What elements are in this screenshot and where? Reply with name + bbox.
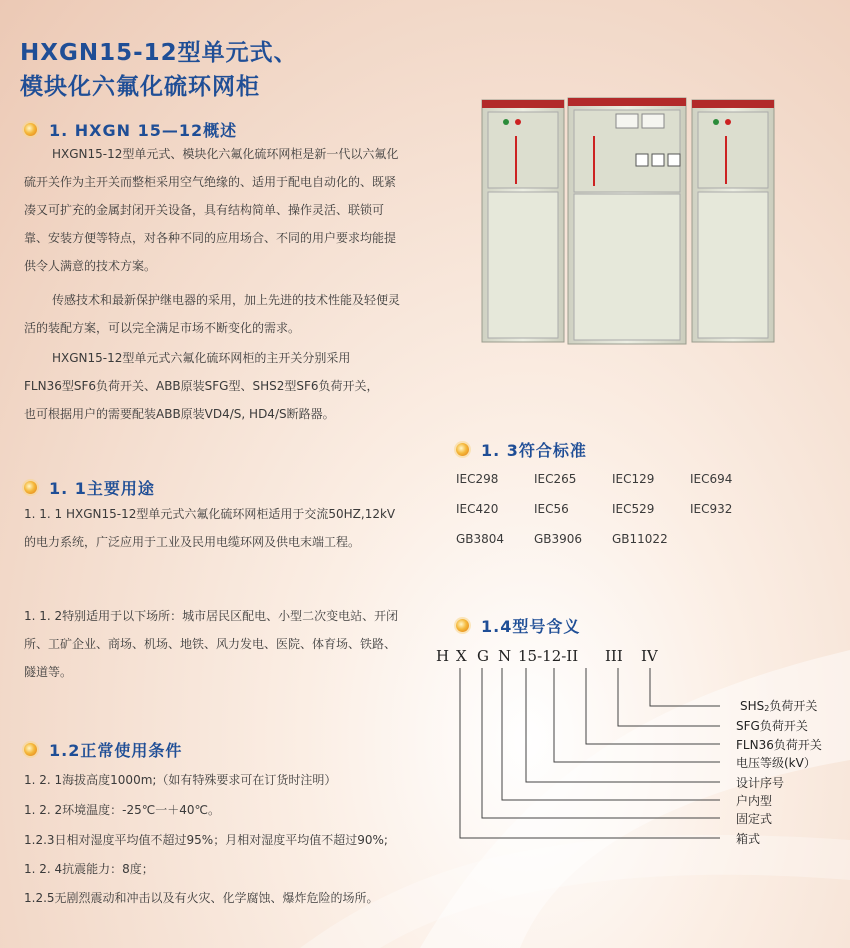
standard-item: IEC265 bbox=[534, 472, 577, 486]
conditions-heading bbox=[24, 738, 182, 761]
model-heading-text: 1.4型号含义 bbox=[481, 617, 581, 636]
standard-item: IEC56 bbox=[534, 502, 569, 516]
condition-item: 1. 2. 2环境温度：-25℃一＋40℃。 bbox=[24, 803, 220, 817]
usage-paragraph-1: 1. 1. 1 HXGN15-12型单元式六氟化硫环网柜适用于交流50HZ,12kV的电力系统，广泛应用于工业及民用电缆环网及供电末端工程。 bbox=[24, 507, 396, 549]
bullet-icon bbox=[456, 443, 469, 456]
condition-item: 1.2.3日相对湿度平均值不超过95%；月相对湿度平均值不超过90%; bbox=[24, 833, 388, 847]
standard-item: IEC298 bbox=[456, 472, 499, 486]
overview-paragraph-3-line2: FLN36型SF6负荷开关、ABB原装SFG型、SHS2型SF6负荷开关， bbox=[24, 379, 379, 393]
model-leader-lines bbox=[440, 664, 740, 854]
standard-item: GB3906 bbox=[534, 532, 583, 546]
model-code-X: X bbox=[456, 647, 467, 665]
load-switch-text: 负荷开关 bbox=[769, 699, 818, 713]
standard-item: GB3804 bbox=[456, 532, 505, 546]
standard-item: IEC694 bbox=[690, 472, 733, 486]
page-title-line1: HXGN15-12型单元式、 bbox=[20, 40, 298, 66]
condition-item: 1. 2. 1海拔高度1000m;（如有特殊要求可在订货时注明） bbox=[24, 773, 337, 787]
overview-paragraph-3-line1: HXGN15-12型单元式六氟化硫环网柜的主开关分别采用 bbox=[52, 351, 351, 365]
model-label-box: 箱式 bbox=[736, 832, 761, 846]
model-heading bbox=[456, 614, 580, 637]
standard-item: IEC420 bbox=[456, 502, 499, 516]
standard-item: IEC129 bbox=[612, 472, 655, 486]
subscript-2: 2 bbox=[764, 704, 770, 713]
shs-text: SHS bbox=[740, 699, 765, 713]
model-code-N: N bbox=[498, 647, 512, 665]
condition-item: 1. 2. 4抗震能力：8度； bbox=[24, 862, 154, 876]
standard-item: GB11022 bbox=[612, 532, 668, 546]
usage-heading bbox=[24, 476, 155, 499]
model-code-III: III bbox=[605, 647, 623, 665]
conditions-heading-text: 1.2正常使用条件 bbox=[49, 741, 183, 760]
usage-paragraph-2: 1. 1. 2特别适用于以下场所：城市居民区配电、小型二次变电站、开闭所、工矿企业、商场、机场、地铁、风力发电、医院、体育场、铁路、隧道等。 bbox=[24, 609, 399, 679]
standards-heading-text: 1. 3符合标准 bbox=[481, 441, 587, 460]
model-label-fixed: 固定式 bbox=[736, 812, 773, 826]
bullet-icon bbox=[24, 743, 37, 756]
overview-paragraph-2: 传感技术和最新保护继电器的采用，加上先进的技术性能及轻便灵活的装配方案，可以完全满足市场不断变化的需求。 bbox=[24, 293, 401, 335]
model-code-G: G bbox=[477, 647, 489, 665]
standards-heading bbox=[456, 438, 587, 461]
model-code-H: H bbox=[436, 647, 450, 665]
model-label-voltage: 电压等级(kV） bbox=[736, 756, 816, 770]
standard-item: IEC529 bbox=[612, 502, 655, 516]
standard-item: IEC932 bbox=[690, 502, 733, 516]
condition-item: 1.2.5无剧烈震动和冲击以及有火灾、化学腐蚀、爆炸危险的场所。 bbox=[24, 891, 379, 905]
bullet-icon bbox=[24, 123, 37, 136]
model-code-IV: IV bbox=[641, 647, 658, 665]
model-label-design-serial: 设计序号 bbox=[736, 776, 785, 790]
usage-heading-text: 1. 1主要用途 bbox=[49, 479, 155, 498]
model-label-sfg: SFG负荷开关 bbox=[736, 719, 808, 733]
overview-paragraph-3-line3: 也可根据用户的需要配装ABB原装VD4/S, HD4/S断路器。 bbox=[24, 407, 335, 421]
overview-heading bbox=[24, 118, 237, 141]
model-label-fln36: FLN36负荷开关 bbox=[736, 738, 822, 752]
bullet-icon bbox=[24, 481, 37, 494]
model-label-indoor: 户内型 bbox=[736, 794, 773, 808]
overview-paragraph-1: HXGN15-12型单元式、模块化六氟化硫环网柜是新一代以六氟化硫开关作为主开关而整柜采用空气绝缘的、适用于配电自动化的、既紧凑又可扩充的金属封闭开关设备，具有结构简单、操作灵活、联锁可靠、安装方便等特点，对各种不同的应用场合、不同的用户要求均能提供令人满意的技术方案。 bbox=[24, 147, 399, 273]
bullet-icon bbox=[456, 619, 469, 632]
model-label-shs2 bbox=[740, 697, 817, 714]
overview-heading-text: 1. HXGN 15—12概述 bbox=[49, 121, 238, 140]
page-title-line2: 模块化六氟化硫环网柜 bbox=[20, 74, 260, 100]
model-code-rating: 15-12-II bbox=[518, 647, 579, 665]
switchgear-cabinet-image bbox=[476, 96, 781, 346]
